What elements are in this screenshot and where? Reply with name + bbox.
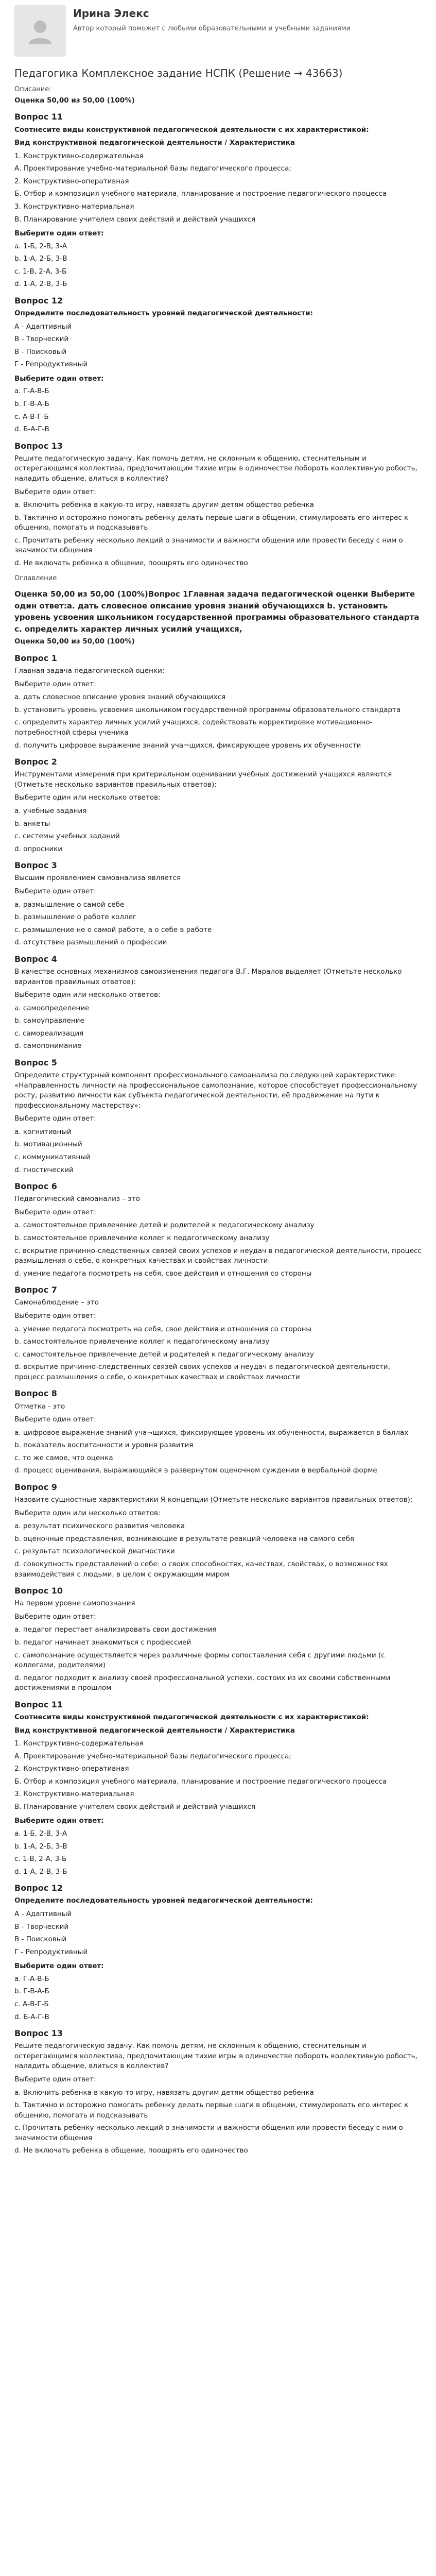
question-number: Вопрос 13 [14, 440, 63, 451]
avatar[interactable] [14, 5, 66, 57]
answer-option[interactable]: c. самостоятельное привлечение детей и родителей к педагогическому анализу [14, 1350, 314, 1359]
answer-option[interactable]: c. А-В-Г-Б [14, 412, 49, 421]
question-prompt: Вид конструктивной педагогической деятельности / Характеристика [14, 139, 295, 147]
author-name[interactable]: Ирина Элекс [73, 7, 149, 20]
answer-option[interactable]: d. Б-А-Г-В [14, 2012, 49, 2021]
answer-option[interactable]: b. показатель воспитанности и уровня развития [14, 1441, 194, 1450]
question-text: Высшим проявлением самоанализа является [14, 874, 181, 883]
author-card [14, 0, 422, 57]
question-text: Педагогический самоанализ – это [14, 1195, 140, 1204]
answer-option[interactable]: а. педагог перестает анализировать свои достижения [14, 1625, 217, 1634]
answer-label: Выберите один ответ: [14, 680, 96, 688]
question [14, 859, 422, 948]
answer-option[interactable]: d. Не включать ребенка в общение, поощрять его одиночество [14, 2146, 248, 2155]
question-text: Самонаблюдение – это [14, 1298, 99, 1307]
answer-option[interactable]: В - Творческий [14, 335, 69, 344]
answer-option[interactable]: а. Г-А-В-Б [14, 1974, 49, 1983]
answer-label: Выберите один ответ: [14, 229, 104, 238]
answer-option[interactable]: c. размышление не о самой работе, а о себе в работе [14, 925, 212, 934]
answer-label: Выберите один ответ: [14, 1817, 104, 1825]
answer-option[interactable]: b. оценочные представления, возникающие в результате реакций человека на самого себя [14, 1534, 355, 1543]
question-text: Решите педагогическую задачу. Как помочь детям, не склонным к общению, стеснительным и остерегающимся коллектива, предпочитающим тихие игры в одиночестве побороть коллективную робость, наладить общение, влиться в коллектив? [14, 2042, 417, 2071]
question-number: Вопрос 12 [14, 295, 63, 306]
answer-option[interactable]: а. Включить ребенка в какую-то игру, навязать другим детям общество ребенка [14, 2088, 314, 2097]
answer-option[interactable]: b. Г-В-А-Б [14, 1987, 49, 1996]
answer-option[interactable]: а. дать словесное описание уровня знаний обучающихся [14, 693, 226, 702]
answer-option[interactable]: b. анкеты [14, 819, 50, 828]
answer-option[interactable]: b. самостоятельное привлечение коллег к педагогическому анализу [14, 1234, 270, 1242]
contents-score: Оценка 50,00 из 50,00 (100%) [14, 637, 135, 646]
question-number: Вопрос 1 [14, 653, 57, 663]
answer-option[interactable]: c. коммуникативный [14, 1153, 91, 1161]
questions-block-2 [14, 652, 422, 1693]
description-label: Описание: [14, 86, 51, 93]
contents-text: Оценка 50,00 из 50,00 (100%)Вопрос 1Главная задача педагогической оценки Выберите один ответ:a. дать словесное описание уровня знаний обучающихся b. установить уровень усвоения школьником государственной программы образовательного стандарта c. определить характер личных усилий учащихся, [14, 589, 420, 634]
answer-option[interactable]: В. Планирование учителем своих действий и действий учащихся [14, 1802, 256, 1811]
answer-option[interactable]: d. опросники [14, 844, 63, 853]
question-number: Вопрос 7 [14, 1285, 57, 1295]
answer-option[interactable]: d. умение педагога посмотреть на себя, свое действия и отношения со стороны [14, 1269, 312, 1278]
question-number: Вопрос 12 [14, 1883, 63, 1893]
answer-option[interactable]: d. гностический [14, 1165, 74, 1174]
answer-option[interactable]: а. самостоятельное привлечение детей и родителей к педагогическому анализу [14, 1221, 315, 1230]
answer-option[interactable]: b. самостоятельное привлечение коллег к педагогическому анализу [14, 1337, 270, 1346]
answer-option[interactable]: d. педагог подходит к анализу своей профессиональной успехи, состоих из их своими собственными достижениями в прошлом [14, 1673, 391, 1692]
answer-option[interactable]: Б. Отбор и композиция учебного материала, планирование и построение педагогического процесса [14, 1777, 387, 1786]
questions-block-3 [14, 1699, 422, 2156]
answer-option[interactable]: d. совокупность представлений о себе: о своих способностях, качествах, свойствах, о возможностях взаимодействия с людьми, в целом с окружающим миром [14, 1560, 388, 1579]
answer-option[interactable]: 1. Конструктивно-содержательная [14, 1739, 144, 1748]
answer-label: Выберите один или несколько ответов: [14, 793, 161, 802]
answer-option[interactable]: 1. Конструктивно-содержательная [14, 151, 144, 160]
answer-label: Выберите один ответ: [14, 1612, 96, 1621]
answer-option[interactable]: а. Г-А-В-Б [14, 387, 49, 396]
answer-option[interactable]: а. размышление о самой себе [14, 900, 125, 909]
question-number: Вопрос 11 [14, 1699, 63, 1709]
answer-option[interactable]: В. Планирование учителем своих действий и действий учащихся [14, 215, 256, 224]
question [14, 1585, 422, 1693]
answer-option[interactable]: c. то же самое, что оценка [14, 1453, 113, 1462]
answer-label: Выберите один или несколько ответов: [14, 1509, 161, 1517]
answer-label: Выберите один ответ: [14, 1208, 96, 1216]
answer-option[interactable]: 2. Конструктивно-оперативная [14, 177, 129, 185]
answer-label: Выберите один или несколько ответов: [14, 991, 161, 999]
question [14, 440, 422, 569]
answer-label: Выберите один ответ: [14, 887, 96, 895]
answer-option[interactable]: b. самоуправление [14, 1016, 84, 1025]
author-description: Автор который поможет с любыми образовательными и учебными заданиями [73, 25, 351, 32]
contents-block [14, 574, 422, 647]
answer-option[interactable]: d. отсутствие размышлений о профессии [14, 938, 167, 947]
answer-option[interactable]: d. Б-А-Г-В [14, 425, 49, 434]
answer-option[interactable]: а. когнитивный [14, 1127, 72, 1136]
answer-option[interactable]: а. цифровое выражение знаний уча¬щихся, фиксирующее уровень их обученности, выражается в баллах [14, 1428, 409, 1437]
answer-option[interactable]: d. самопонимание [14, 1042, 82, 1050]
score: Оценка 50,00 из 50,00 (100%) [14, 96, 135, 105]
answer-option[interactable]: b. Г-В-А-Б [14, 400, 49, 409]
question-text: Соотнесите виды конструктивной педагогической деятельности с их характеристикой: [14, 125, 369, 134]
answer-option[interactable]: А - Адаптивный [14, 1910, 72, 1918]
answer-option[interactable]: 3. Конструктивно-материальная [14, 202, 134, 211]
question [14, 1387, 422, 1476]
answer-option[interactable]: А - Адаптивный [14, 322, 72, 331]
answer-label: Выберите один ответ: [14, 1962, 104, 1971]
answer-option[interactable]: b. размышление о работе коллег [14, 913, 137, 922]
answer-option[interactable]: c. 1-В, 2-А, 3-Б [14, 1855, 67, 1863]
question-number: Вопрос 4 [14, 954, 57, 964]
question-text: Инструментами измерения при критериальном оценивании учебных достижений учащихся являются (Отметьте несколько вариантов правильных ответов): [14, 770, 392, 789]
answer-option[interactable]: c. определить характер личных усилий учащихся, содействовать корректировке мотивационно-потребностной сферы ученика [14, 718, 373, 737]
answer-option[interactable]: А. Проектирование учебно-материальной базы педагогического процесса; [14, 1752, 291, 1760]
answer-option[interactable]: b. Тактично и осторожно помогать ребенку делать первые шаги в общении, стимулировать его интерес к общению, помогать и подсказывать [14, 2101, 409, 2120]
question-text: Определите последовательность уровней педагогической деятельности: [14, 1896, 313, 1905]
question-text: Назовите сущностные характеристики Я-концепции (Отметьте несколько вариантов правильных ответов): [14, 1496, 413, 1504]
question-number: Вопрос 2 [14, 757, 57, 767]
answer-option[interactable]: а. 1-Б, 2-В, 3-А [14, 1829, 67, 1838]
question [14, 1284, 422, 1382]
question-prompt: Выберите один ответ: [14, 487, 96, 496]
answer-option[interactable]: b. мотивационный [14, 1140, 82, 1149]
question-number: Вопрос 9 [14, 1482, 57, 1492]
answer-option[interactable]: Б. Отбор и композиция учебного материала, планирование и построение педагогического процесса [14, 190, 387, 198]
answer-option[interactable]: а. учебные задания [14, 806, 87, 815]
answer-option[interactable]: 2. Конструктивно-оперативная [14, 1765, 129, 1773]
question-prompt: Выберите один ответ: [14, 2075, 96, 2083]
questions-block-1 [14, 111, 422, 568]
answer-option[interactable]: b. 1-А, 2-Б, 3-В [14, 1842, 67, 1851]
answer-option[interactable]: d. процесс оценивания, выражающийся в развернутом оценочном суждении в вербальной форме [14, 1466, 377, 1475]
answer-option[interactable]: В - Поисковый [14, 1935, 67, 1944]
answer-option[interactable]: а. 1-Б, 2-В, 3-А [14, 242, 67, 250]
question [14, 1180, 422, 1279]
question-text: Главная задача педагогической оценки: [14, 667, 165, 675]
answer-option[interactable]: Г - Репродуктивный [14, 1947, 88, 1956]
answer-label: Выберите один ответ: [14, 1415, 96, 1424]
question [14, 111, 422, 290]
question [14, 295, 422, 435]
question-text: Определите структурный компонент профессионального самоанализа по следующей характеристике: «Направленность личности на профессиональное самопознание, которое способствует профессиональному росту, развитию личности как субъекта педагогической деятельности, её продвижение на пути к профессиональному мастерству»: [14, 1071, 417, 1110]
answer-option[interactable]: c. вскрытие причинно-следственных связей своих успехов и неудач в педагогической деятельности, процесс размышления о себе, о конкретных качествах и свойствах личности [14, 1246, 422, 1265]
question-number: Вопрос 3 [14, 860, 57, 871]
answer-option[interactable]: А. Проектирование учебно-материальной базы педагогического процесса; [14, 164, 291, 173]
answer-option[interactable]: b. 1-А, 2-Б, 3-В [14, 255, 67, 263]
answer-option[interactable]: d. 1-А, 2-В, 3-Б [14, 280, 67, 289]
question [14, 953, 422, 1052]
author-info [73, 5, 351, 34]
answer-option[interactable]: а. результат психического развития человека [14, 1522, 185, 1531]
answer-option[interactable]: d. 1-А, 2-В, 3-Б [14, 1867, 67, 1876]
question-number: Вопрос 10 [14, 1586, 63, 1596]
answer-option[interactable]: c. Прочитать ребенку несколько лекций о значимости и важности общения или провести беседу с ним о значимости общения [14, 536, 403, 555]
answer-option[interactable]: c. А-В-Г-Б [14, 1999, 49, 2008]
question-prompt: Вид конструктивной педагогической деятельности / Характеристика [14, 1726, 295, 1735]
question-text: Решите педагогическую задачу. Как помочь детям, не склонным к общению, стеснительным и остерегающимся коллектива, предпочитающим тихие игры в одиночестве побороть коллективную робость, наладить общение, влиться в коллектив? [14, 454, 417, 483]
answer-option[interactable]: c. 1-В, 2-А, 3-Б [14, 267, 67, 276]
answer-option[interactable]: а. умение педагога посмотреть на себя, свое действия и отношения со стороны [14, 1325, 312, 1333]
answer-option[interactable]: b. педагог начинает знакомиться с профессией [14, 1638, 191, 1647]
user-icon [25, 15, 56, 46]
contents-label: Оглавление [14, 574, 57, 582]
answer-option[interactable]: c. самореализация [14, 1029, 84, 1038]
question-number: Вопрос 8 [14, 1388, 57, 1399]
question-text: Соотнесите виды конструктивной педагогической деятельности с их характеристикой: [14, 1713, 369, 1721]
answer-label: Выберите один ответ: [14, 374, 104, 383]
answer-option[interactable]: В - Творческий [14, 1922, 69, 1931]
answer-option[interactable]: а. самоопределение [14, 1004, 90, 1012]
question [14, 1699, 422, 1877]
question-text: В качестве основных механизмов самоизменения педагога В.Г. Маралов выделяет (Отметьте несколько вариантов правильных ответов): [14, 967, 402, 986]
answer-option[interactable]: d. вскрытие причинно-следственных связей своих успехов и неудач в педагогической деятельности, процесс размышления о себе, о конкретных качествах и свойствах личности [14, 1363, 390, 1381]
question-text: Определите последовательность уровней педагогической деятельности: [14, 309, 313, 318]
answer-option[interactable]: а. Включить ребенка в какую-то игру, навязать другим детям общество ребенка [14, 501, 314, 510]
question-number: Вопрос 13 [14, 2028, 63, 2039]
question [14, 652, 422, 751]
answer-option[interactable]: c. самопознание осуществляется через различные формы сопоставления себя с другими людьми (с коллегами, родителями) [14, 1651, 385, 1670]
question [14, 1481, 422, 1580]
question-number: Вопрос 5 [14, 1057, 57, 1067]
question [14, 2027, 422, 2156]
question-text: Отметка - это [14, 1402, 65, 1411]
answer-option[interactable]: b. установить уровень усвоения школьником государственной программы образовательного стандарта [14, 705, 401, 714]
answer-label: Выберите один ответ: [14, 1312, 96, 1320]
answer-option[interactable]: d. Не включать ребенка в общение, поощрять его одиночество [14, 558, 248, 567]
question-text: На первом уровне самопознания [14, 1599, 135, 1608]
answer-option[interactable]: В - Поисковый [14, 347, 67, 356]
question [14, 1057, 422, 1175]
document-title: Педагогика Комплексное задание НСПК (Решение → 43663) [14, 67, 343, 79]
answer-option[interactable]: c. системы учебных заданий [14, 832, 120, 841]
answer-option[interactable]: Г - Репродуктивный [14, 360, 88, 369]
answer-label: Выберите один ответ: [14, 1114, 96, 1123]
answer-option[interactable]: 3. Конструктивно-материальная [14, 1790, 134, 1799]
answer-option[interactable]: d. получить цифровое выражение знаний уча¬щихся, фиксирующее уровень их обученности [14, 741, 361, 750]
answer-option[interactable]: c. результат психологической диагностики [14, 1547, 175, 1556]
answer-option[interactable]: c. Прочитать ребенку несколько лекций о значимости и важности общения или провести беседу с ним о значимости общения [14, 2124, 403, 2142]
question-number: Вопрос 11 [14, 112, 63, 122]
answer-option[interactable]: b. Тактично и осторожно помогать ребенку делать первые шаги в общении, стимулировать его интерес к общению, помогать и подсказывать [14, 513, 409, 532]
question-number: Вопрос 6 [14, 1181, 57, 1192]
question [14, 756, 422, 854]
question [14, 1882, 422, 2022]
